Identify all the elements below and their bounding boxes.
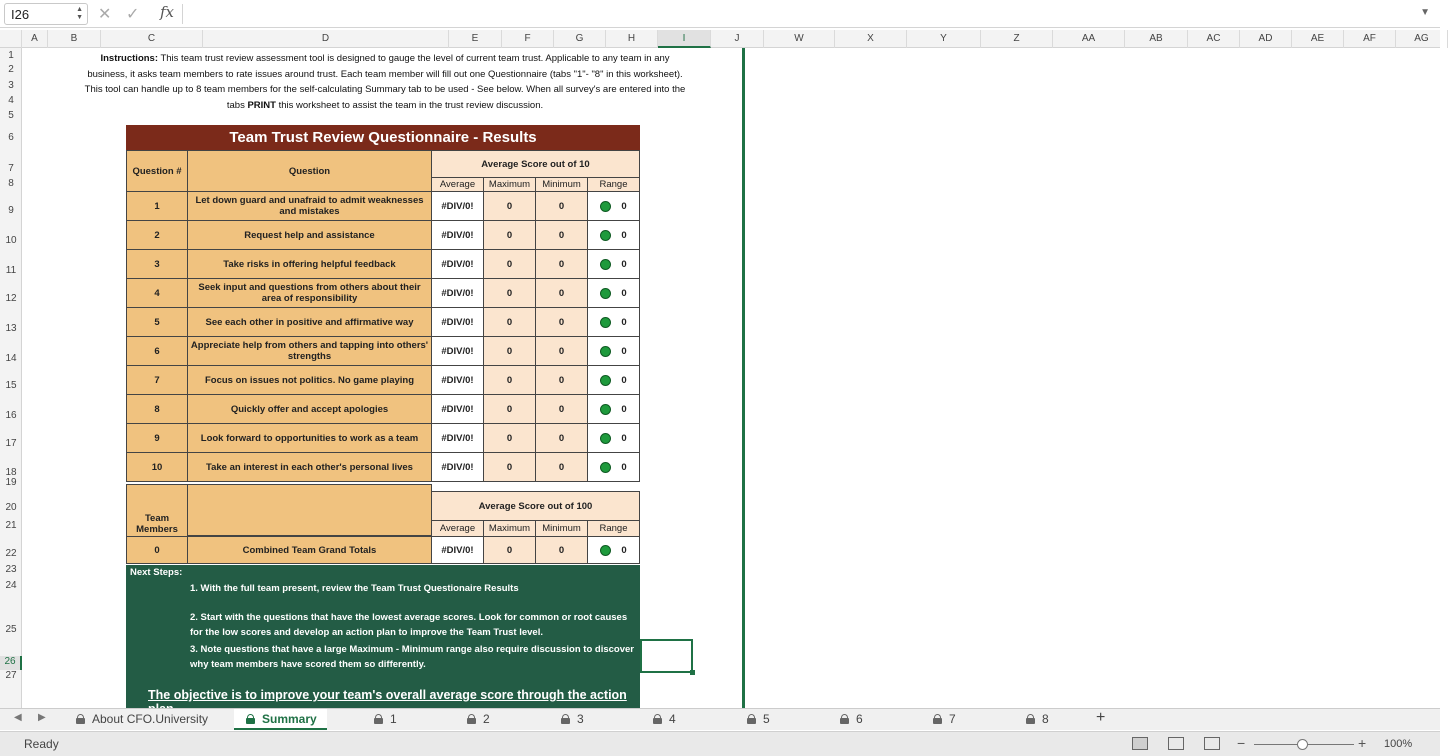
sheet-tab-label: 5 bbox=[763, 712, 770, 726]
average-5 bbox=[431, 307, 484, 337]
subheader-average bbox=[431, 177, 484, 192]
grand-totals-label-text: Combined Team Grand Totals bbox=[242, 544, 377, 556]
subheader-minimum-text: Minimum bbox=[542, 179, 581, 190]
average-5-text: #DIV/0! bbox=[441, 316, 474, 328]
range-3-text: 0 bbox=[621, 258, 627, 270]
column-header-Y[interactable]: Y bbox=[907, 30, 981, 48]
row-headers bbox=[0, 48, 22, 708]
question-text-7-text: Focus on issues not politics. No game playing bbox=[204, 374, 415, 386]
subheader-minimum bbox=[535, 177, 588, 192]
question-text-7 bbox=[187, 365, 432, 395]
question-text-1 bbox=[187, 191, 432, 221]
status-dot-icon bbox=[600, 288, 611, 299]
average-2-text: #DIV/0! bbox=[441, 229, 474, 241]
name-box[interactable] bbox=[4, 3, 88, 25]
next-step-2: 2. Start with the questions that have the lowest average scores. Look for common or root causes for the low scores and develop an action plan to improve the Team Trust level. bbox=[190, 612, 628, 638]
sheet-tab-label: 7 bbox=[949, 712, 956, 726]
grand-range-text: 0 bbox=[621, 544, 627, 556]
row-header-3[interactable]: 3 bbox=[8, 80, 14, 91]
question-text-2 bbox=[187, 220, 432, 250]
row-header-9[interactable]: 9 bbox=[8, 205, 14, 216]
status-dot-icon bbox=[600, 317, 611, 328]
minimum-8 bbox=[535, 394, 588, 424]
worksheet[interactable] bbox=[22, 48, 1440, 708]
average-7-text: #DIV/0! bbox=[441, 374, 474, 386]
status-dot-icon bbox=[600, 404, 611, 415]
instructions-tail: this worksheet to assist the team in the trust review discussion. bbox=[278, 99, 544, 111]
average-4-text: #DIV/0! bbox=[441, 287, 474, 299]
grand-maximum bbox=[483, 536, 536, 564]
insert-function-button[interactable]: fx bbox=[160, 3, 175, 21]
sheet-tab-3[interactable] bbox=[561, 709, 584, 730]
question-num-9 bbox=[126, 423, 188, 453]
question-text-5 bbox=[187, 307, 432, 337]
grand-range bbox=[587, 536, 640, 564]
sheet-tab-5[interactable] bbox=[747, 709, 770, 730]
question-num-7-text: 7 bbox=[154, 374, 160, 386]
question-num-3 bbox=[126, 249, 188, 279]
question-text-6 bbox=[187, 336, 432, 366]
minimum-9-text: 0 bbox=[558, 432, 565, 444]
minimum-5 bbox=[535, 307, 588, 337]
maximum-3 bbox=[483, 249, 536, 279]
average-4 bbox=[431, 278, 484, 308]
minimum-2 bbox=[535, 220, 588, 250]
column-header-J[interactable]: J bbox=[711, 30, 764, 48]
minimum-7 bbox=[535, 365, 588, 395]
minimum-4 bbox=[535, 278, 588, 308]
grand-average bbox=[431, 536, 484, 564]
frozen-pane-divider[interactable] bbox=[742, 48, 745, 708]
average-8 bbox=[431, 394, 484, 424]
average-10-text: #DIV/0! bbox=[441, 461, 474, 473]
row-header-11[interactable]: 11 bbox=[5, 265, 17, 276]
expand-formula-bar-icon[interactable]: ▼ bbox=[1420, 7, 1430, 18]
normal-view-icon[interactable] bbox=[1132, 737, 1148, 750]
row-header-24[interactable]: 24 bbox=[5, 580, 17, 591]
question-text-3-text: Take risks in offering helpful feedback bbox=[223, 258, 396, 270]
sheet-tab-2[interactable] bbox=[467, 709, 490, 730]
column-header-X[interactable]: X bbox=[835, 30, 907, 48]
column-header-I[interactable]: I bbox=[658, 30, 711, 48]
maximum-2 bbox=[483, 220, 536, 250]
subheader-maximum bbox=[483, 177, 536, 192]
question-num-3-text: 3 bbox=[154, 258, 160, 270]
range-5-text: 0 bbox=[621, 316, 627, 328]
maximum-10 bbox=[483, 452, 536, 482]
question-num-10 bbox=[126, 452, 188, 482]
maximum-7 bbox=[483, 365, 536, 395]
row-header-5[interactable]: 5 bbox=[8, 110, 14, 121]
row-header-22[interactable]: 22 bbox=[5, 548, 17, 559]
average-2 bbox=[431, 220, 484, 250]
range-8-text: 0 bbox=[621, 403, 627, 415]
row-header-12[interactable]: 12 bbox=[5, 293, 17, 304]
totals-subheader-1-text: Maximum bbox=[488, 523, 531, 534]
zoom-level[interactable]: 100% bbox=[1384, 738, 1413, 750]
sheet-tab-label: Summary bbox=[262, 712, 317, 726]
question-num-9-text: 9 bbox=[154, 432, 160, 444]
question-text-10 bbox=[187, 452, 432, 482]
header-average-100 bbox=[431, 491, 640, 521]
maximum-7-text: 0 bbox=[506, 374, 513, 386]
next-step-3: 3. Note questions that have a large Maximum - Minimum range also require discussion to discover why team members have scored them so differently. bbox=[190, 644, 634, 670]
next-sheet-icon[interactable]: ▶ bbox=[38, 712, 46, 723]
sheet-tab-label: About CFO.University bbox=[92, 712, 209, 726]
next-step-1: 1. With the full team present, review the Team Trust Questionaire Results bbox=[190, 583, 519, 594]
grand-average-text: #DIV/0! bbox=[441, 544, 474, 556]
column-header-D[interactable]: D bbox=[203, 30, 449, 48]
row-header-13[interactable]: 13 bbox=[5, 323, 17, 334]
subheader-range bbox=[587, 177, 640, 192]
question-num-8-text: 8 bbox=[154, 403, 160, 415]
range-9-text: 0 bbox=[621, 432, 627, 444]
row-header-20[interactable]: 20 bbox=[5, 502, 17, 513]
header-question-num-text: Question # bbox=[132, 165, 182, 177]
row-header-16[interactable]: 16 bbox=[5, 410, 17, 421]
question-num-6-text: 6 bbox=[154, 345, 160, 357]
row-header-23[interactable]: 23 bbox=[5, 564, 17, 575]
minimum-10 bbox=[535, 452, 588, 482]
average-8-text: #DIV/0! bbox=[441, 403, 474, 415]
totals-subheader-1 bbox=[483, 520, 536, 537]
minimum-10-text: 0 bbox=[558, 461, 565, 473]
average-6 bbox=[431, 336, 484, 366]
column-header-C[interactable]: C bbox=[101, 30, 203, 48]
lock-icon bbox=[467, 714, 476, 724]
zoom-slider-handle[interactable] bbox=[1297, 739, 1308, 750]
instructions-text bbox=[80, 51, 690, 113]
sheet-tab-4[interactable] bbox=[653, 709, 676, 730]
minimum-3 bbox=[535, 249, 588, 279]
minimum-1-text: 0 bbox=[558, 200, 565, 212]
lock-icon bbox=[246, 714, 255, 724]
range-4-text: 0 bbox=[621, 287, 627, 299]
sheet-tab-label: 3 bbox=[577, 712, 584, 726]
lock-icon bbox=[747, 714, 756, 724]
next-steps-panel bbox=[126, 565, 640, 708]
minimum-6-text: 0 bbox=[558, 345, 565, 357]
sheet-tab-label: 2 bbox=[483, 712, 490, 726]
team-members-count bbox=[126, 536, 188, 564]
question-text-1-text: Let down guard and unafraid to admit weaknesses and mistakes bbox=[195, 195, 424, 217]
question-num-4-text: 4 bbox=[154, 287, 160, 299]
column-header-AE[interactable]: AE bbox=[1292, 30, 1344, 48]
maximum-5-text: 0 bbox=[506, 316, 513, 328]
row-header-17[interactable]: 17 bbox=[5, 438, 17, 449]
table-title: Team Trust Review Questionnaire - Results bbox=[126, 125, 640, 150]
status-dot-icon bbox=[600, 230, 611, 241]
average-10 bbox=[431, 452, 484, 482]
instructions-label: Instructions: bbox=[100, 53, 158, 64]
objective-text: The objective is to improve your team's overall average score through the action bbox=[148, 688, 627, 702]
maximum-2-text: 0 bbox=[506, 229, 513, 241]
row-header-7[interactable]: 7 bbox=[8, 163, 14, 174]
cancel-icon[interactable]: ✕ bbox=[98, 6, 112, 23]
minimum-1 bbox=[535, 191, 588, 221]
lock-icon bbox=[653, 714, 662, 724]
sheet-tab-6[interactable] bbox=[840, 709, 863, 730]
question-text-6-text: Appreciate help from others and tapping into others' strengths bbox=[190, 340, 429, 362]
row-header-2[interactable]: 2 bbox=[8, 64, 14, 75]
header-average-10-text: Average Score out of 10 bbox=[481, 158, 590, 170]
header-question bbox=[187, 150, 432, 192]
next-steps-heading: Next Steps: bbox=[130, 567, 183, 578]
maximum-5 bbox=[483, 307, 536, 337]
column-header-B[interactable]: B bbox=[48, 30, 101, 48]
row-header-8[interactable]: 8 bbox=[8, 178, 14, 189]
range-10-text: 0 bbox=[621, 461, 627, 473]
column-header-Z[interactable]: Z bbox=[981, 30, 1053, 48]
average-6-text: #DIV/0! bbox=[441, 345, 474, 357]
row-header-18[interactable]: 18 bbox=[5, 467, 17, 478]
zoom-in-button[interactable]: + bbox=[1358, 735, 1367, 751]
maximum-1-text: 0 bbox=[506, 200, 513, 212]
maximum-10-text: 0 bbox=[506, 461, 513, 473]
totals-subheader-3 bbox=[587, 520, 640, 537]
range-10 bbox=[587, 452, 640, 482]
selected-cell-I26[interactable] bbox=[640, 639, 693, 673]
row-header-1[interactable]: 1 bbox=[8, 50, 14, 61]
status-dot-icon bbox=[600, 545, 611, 556]
maximum-4 bbox=[483, 278, 536, 308]
range-7-text: 0 bbox=[621, 374, 627, 386]
header-team-members-text: Team Members bbox=[136, 513, 178, 535]
minimum-4-text: 0 bbox=[558, 287, 565, 299]
sheet-tab-label: 1 bbox=[390, 712, 397, 726]
column-header-AB[interactable]: AB bbox=[1125, 30, 1188, 48]
column-header-H[interactable]: H bbox=[606, 30, 658, 48]
status-dot-icon bbox=[600, 433, 611, 444]
status-bar bbox=[0, 731, 1440, 756]
question-text-5-text: See each other in positive and affirmative way bbox=[205, 316, 414, 328]
maximum-9 bbox=[483, 423, 536, 453]
maximum-3-text: 0 bbox=[506, 258, 513, 270]
column-header-F[interactable]: F bbox=[502, 30, 554, 48]
question-num-1-text: 1 bbox=[154, 200, 160, 212]
question-num-4 bbox=[126, 278, 188, 308]
column-header-W[interactable]: W bbox=[764, 30, 835, 48]
minimum-2-text: 0 bbox=[558, 229, 565, 241]
range-1-text: 0 bbox=[621, 200, 627, 212]
minimum-9 bbox=[535, 423, 588, 453]
sheet-tab-label: 6 bbox=[856, 712, 863, 726]
instructions-body: This team trust review assessment tool is designed to gauge the level of current team trust. Applicable to any team in any business, it asks team members to rate issues around trust. Each team member will fill out one Questionnaire (tabs "1"- "8" in this worksheet). This tool can handle up to 8 team members for the self-calculating Summary tab to be used - See below. When all survey's are entered into the tabs bbox=[84, 53, 686, 111]
status-dot-icon bbox=[600, 462, 611, 473]
question-text-9-text: Look forward to opportunities to work as a team bbox=[200, 432, 419, 444]
sheet-tab-summary[interactable] bbox=[234, 709, 327, 730]
range-7 bbox=[587, 365, 640, 395]
add-sheet-button[interactable]: + bbox=[1096, 709, 1106, 726]
row-header-6[interactable]: 6 bbox=[8, 132, 14, 143]
totals-subheader-2-text: Minimum bbox=[542, 523, 581, 534]
totals-subheader-3-text: Range bbox=[599, 523, 628, 534]
sheet-tab-label: 4 bbox=[669, 712, 676, 726]
status-dot-icon bbox=[600, 201, 611, 212]
results-table bbox=[126, 125, 640, 565]
totals-subheader-0-text: Average bbox=[439, 523, 476, 534]
lock-icon bbox=[1026, 714, 1035, 724]
grand-maximum-text: 0 bbox=[506, 544, 513, 556]
status-dot-icon bbox=[600, 346, 611, 357]
lock-icon bbox=[76, 714, 85, 724]
row-header-26[interactable]: 26 bbox=[0, 656, 22, 670]
range-1 bbox=[587, 191, 640, 221]
question-text-4 bbox=[187, 278, 432, 308]
confirm-icon[interactable]: ✓ bbox=[126, 6, 140, 23]
prev-sheet-icon[interactable]: ◀ bbox=[14, 712, 22, 723]
grand-totals-label bbox=[187, 536, 432, 564]
question-num-6 bbox=[126, 336, 188, 366]
range-4 bbox=[587, 278, 640, 308]
question-text-3 bbox=[187, 249, 432, 279]
question-text-2-text: Request help and assistance bbox=[244, 229, 375, 241]
row-header-27[interactable]: 27 bbox=[5, 670, 17, 681]
question-num-8 bbox=[126, 394, 188, 424]
maximum-9-text: 0 bbox=[506, 432, 513, 444]
maximum-6-text: 0 bbox=[506, 345, 513, 357]
column-header-AA[interactable]: AA bbox=[1053, 30, 1125, 48]
grand-minimum-text: 0 bbox=[558, 544, 565, 556]
range-9 bbox=[587, 423, 640, 453]
range-6 bbox=[587, 336, 640, 366]
question-text-8 bbox=[187, 394, 432, 424]
row-header-15[interactable]: 15 bbox=[5, 380, 17, 391]
range-2-text: 0 bbox=[621, 229, 627, 241]
name-box-spinner-icon[interactable]: ▲ ▼ bbox=[76, 6, 83, 21]
select-all-corner[interactable] bbox=[0, 30, 22, 48]
maximum-1 bbox=[483, 191, 536, 221]
minimum-6 bbox=[535, 336, 588, 366]
average-9 bbox=[431, 423, 484, 453]
sheet-tabs bbox=[0, 708, 1440, 730]
question-num-2 bbox=[126, 220, 188, 250]
range-3 bbox=[587, 249, 640, 279]
average-3 bbox=[431, 249, 484, 279]
question-num-5 bbox=[126, 307, 188, 337]
sheet-tab-7[interactable] bbox=[933, 709, 956, 730]
column-header-AF[interactable]: AF bbox=[1344, 30, 1396, 48]
average-9-text: #DIV/0! bbox=[441, 432, 474, 444]
sheet-tab-label: 8 bbox=[1042, 712, 1049, 726]
header-average-100-text: Average Score out of 100 bbox=[478, 500, 593, 512]
instructions-print: PRINT bbox=[247, 99, 276, 111]
zoom-out-button[interactable]: − bbox=[1237, 735, 1246, 751]
subheader-average-text: Average bbox=[439, 179, 476, 190]
minimum-3-text: 0 bbox=[558, 258, 565, 270]
minimum-8-text: 0 bbox=[558, 403, 565, 415]
sheet-tab-1[interactable] bbox=[374, 709, 397, 730]
column-headers bbox=[0, 30, 1440, 48]
team-members-count-text: 0 bbox=[154, 544, 160, 556]
range-5 bbox=[587, 307, 640, 337]
sheet-tab-about-cfo-university[interactable] bbox=[76, 709, 208, 730]
range-8 bbox=[587, 394, 640, 424]
minimum-5-text: 0 bbox=[558, 316, 565, 328]
question-num-10-text: 10 bbox=[151, 461, 163, 473]
subheader-maximum-text: Maximum bbox=[488, 179, 531, 190]
lock-icon bbox=[561, 714, 570, 724]
column-header-E[interactable]: E bbox=[449, 30, 502, 48]
average-3-text: #DIV/0! bbox=[441, 258, 474, 270]
subheader-range-text: Range bbox=[599, 179, 628, 190]
column-header-AC[interactable]: AC bbox=[1188, 30, 1240, 48]
row-header-14[interactable]: 14 bbox=[5, 353, 17, 364]
header-question-text: Question bbox=[288, 165, 331, 177]
sheet-tab-8[interactable] bbox=[1026, 709, 1049, 730]
question-text-9 bbox=[187, 423, 432, 453]
page-layout-view-icon[interactable] bbox=[1168, 737, 1184, 750]
totals-spacer bbox=[187, 484, 432, 536]
question-text-10-text: Take an interest in each other's personal lives bbox=[206, 461, 413, 473]
maximum-8 bbox=[483, 394, 536, 424]
question-text-4-text: Seek input and questions from others about their area of responsibility bbox=[198, 282, 421, 304]
maximum-8-text: 0 bbox=[506, 403, 513, 415]
formula-bar bbox=[0, 0, 1440, 28]
question-num-5-text: 5 bbox=[154, 316, 160, 328]
range-6-text: 0 bbox=[621, 345, 627, 357]
column-header-AG[interactable]: AG bbox=[1396, 30, 1448, 48]
row-header-10[interactable]: 10 bbox=[5, 235, 17, 246]
column-header-A[interactable]: A bbox=[22, 30, 48, 48]
status-dot-icon bbox=[600, 375, 611, 386]
maximum-6 bbox=[483, 336, 536, 366]
column-header-AD[interactable]: AD bbox=[1240, 30, 1292, 48]
average-7 bbox=[431, 365, 484, 395]
row-header-25[interactable]: 25 bbox=[5, 624, 17, 635]
maximum-4-text: 0 bbox=[506, 287, 513, 299]
name-box-value: I26 bbox=[11, 7, 30, 22]
totals-subheader-2 bbox=[535, 520, 588, 537]
page-break-view-icon[interactable] bbox=[1204, 737, 1220, 750]
totals-subheader-0 bbox=[431, 520, 484, 537]
lock-icon bbox=[840, 714, 849, 724]
header-question-num bbox=[126, 150, 188, 192]
question-num-1 bbox=[126, 191, 188, 221]
row-header-21[interactable]: 21 bbox=[5, 520, 17, 531]
range-2 bbox=[587, 220, 640, 250]
column-header-G[interactable]: G bbox=[554, 30, 606, 48]
status-dot-icon bbox=[600, 259, 611, 270]
row-header-4[interactable]: 4 bbox=[8, 95, 14, 106]
question-num-2-text: 2 bbox=[154, 229, 160, 241]
question-num-7 bbox=[126, 365, 188, 395]
minimum-7-text: 0 bbox=[558, 374, 565, 386]
formula-separator bbox=[182, 4, 183, 24]
header-average-10 bbox=[431, 150, 640, 178]
status-ready: Ready bbox=[24, 737, 59, 751]
row-header-19[interactable]: 19 bbox=[5, 477, 17, 488]
average-1 bbox=[431, 191, 484, 221]
lock-icon bbox=[374, 714, 383, 724]
grand-minimum bbox=[535, 536, 588, 564]
question-text-8-text: Quickly offer and accept apologies bbox=[230, 403, 389, 415]
lock-icon bbox=[933, 714, 942, 724]
average-1-text: #DIV/0! bbox=[441, 200, 474, 212]
